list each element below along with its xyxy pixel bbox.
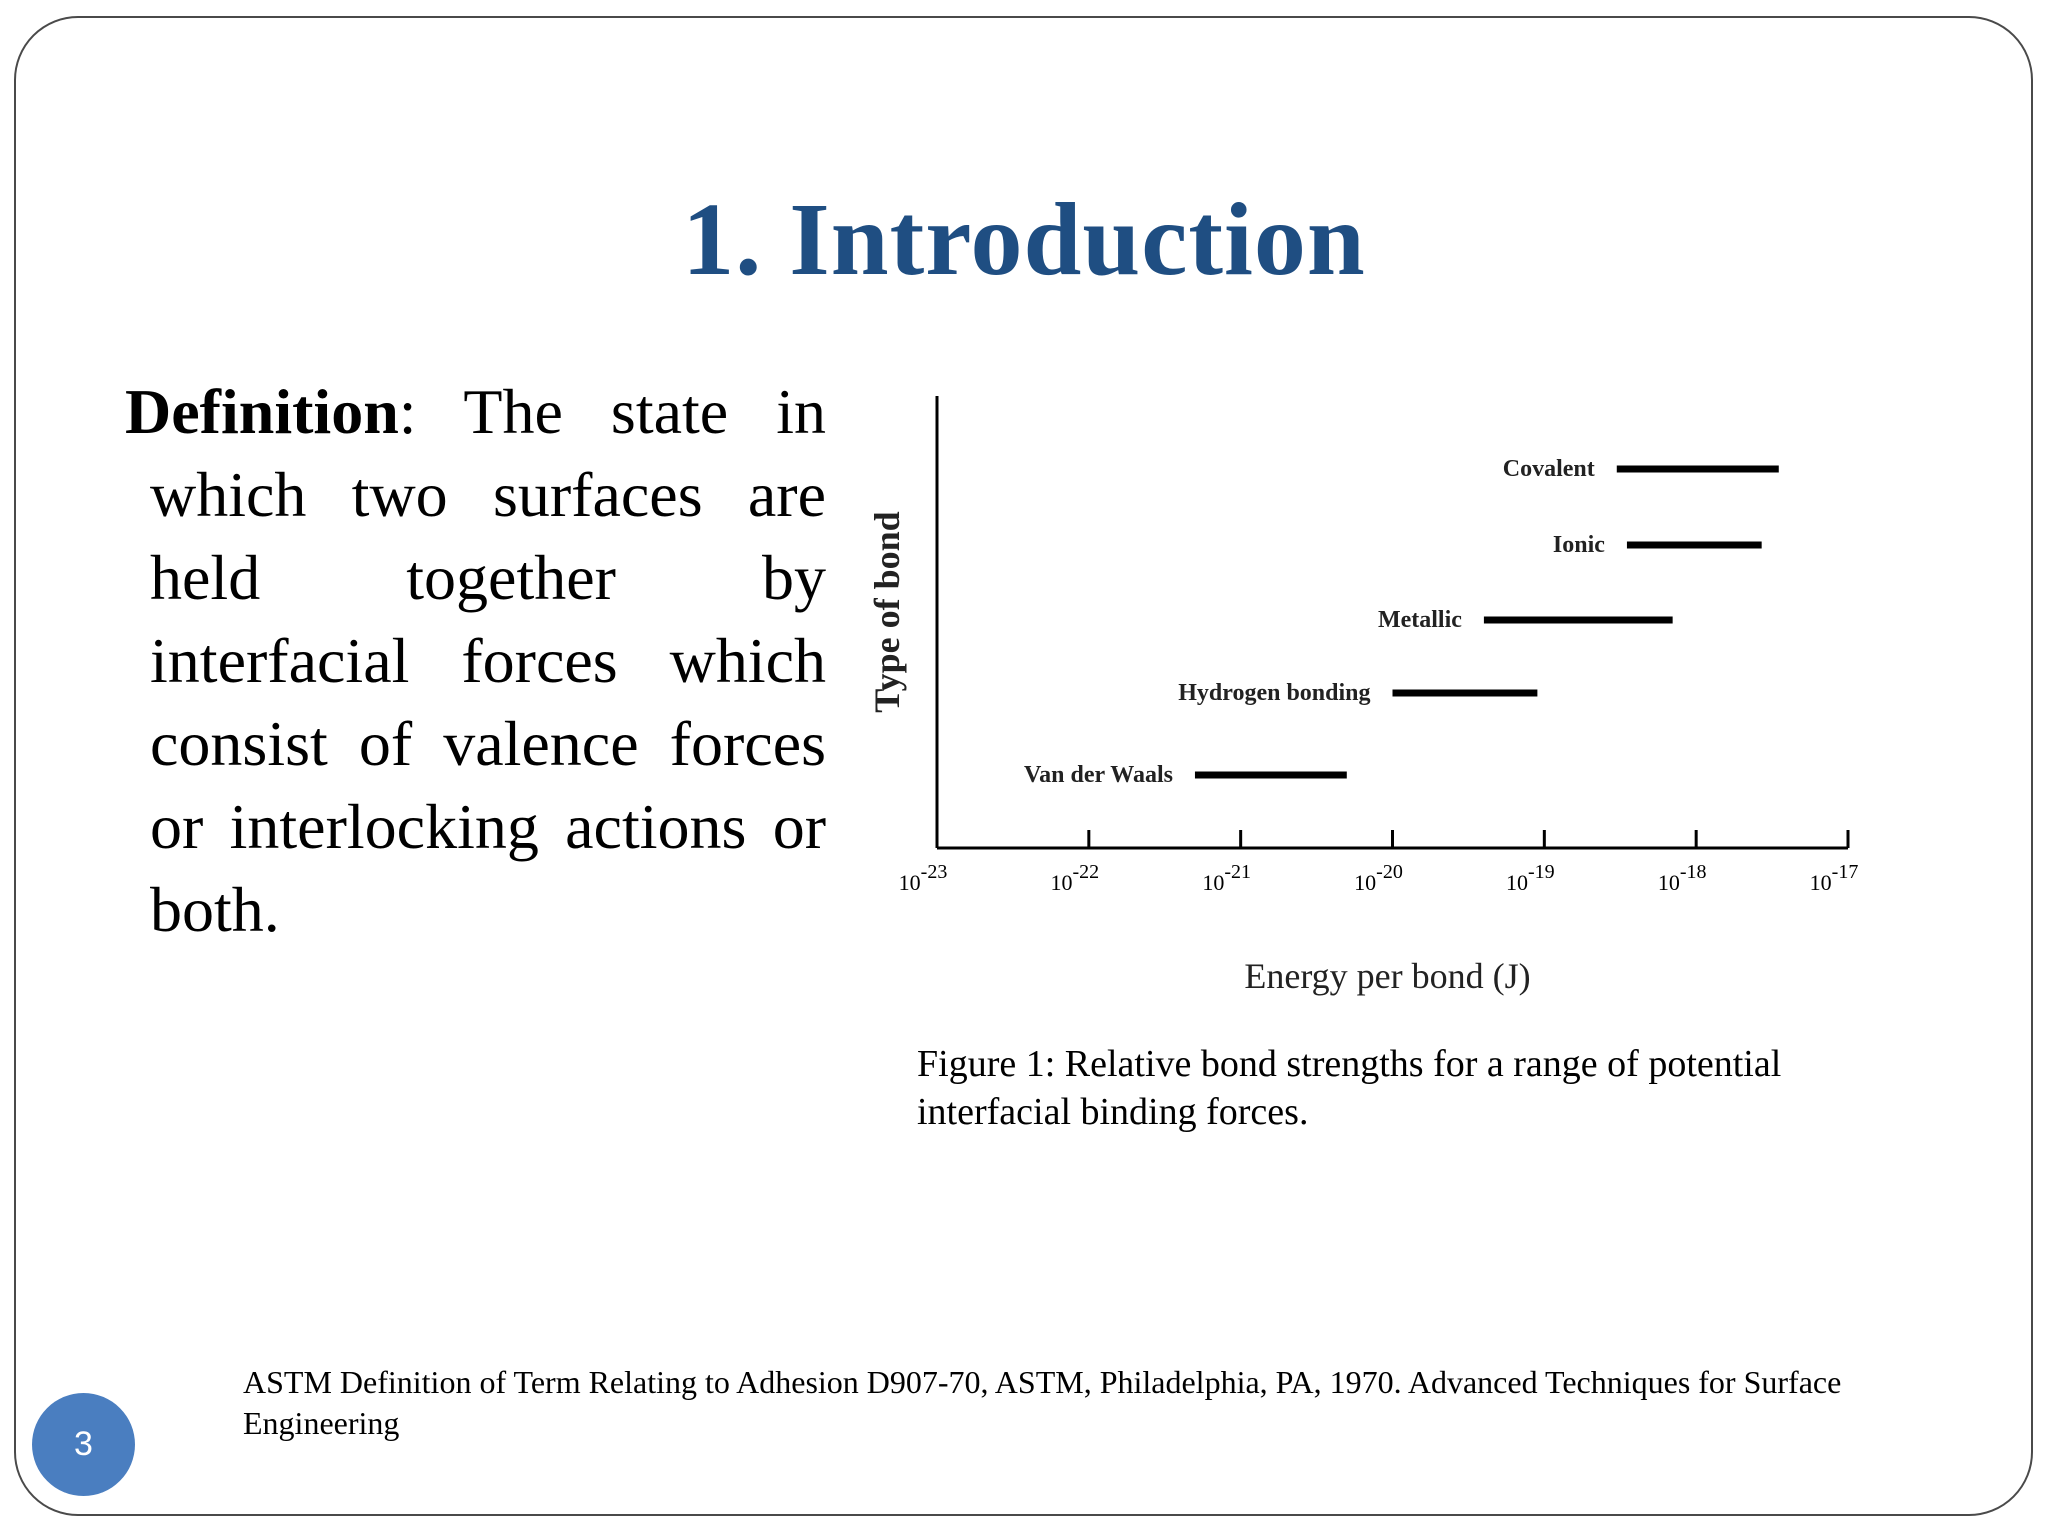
bar-label-1: Ionic bbox=[1552, 532, 1605, 558]
reference-footnote: ASTM Definition of Term Relating to Adhesion D907-70, ASTM, Philadelphia, PA, 1970. Advanced Techniques for Surface Engineering bbox=[243, 1364, 1842, 1441]
x-tick-base-4: 10 bbox=[1505, 870, 1528, 895]
x-tick-base-1: 10 bbox=[1050, 870, 1073, 895]
bond-strength-chart-svg bbox=[867, 380, 1920, 1020]
x-tick-base-5: 10 bbox=[1657, 870, 1680, 895]
figure-caption: Figure 1: Relative bond strengths for a range of potential interfacial binding forces. bbox=[917, 1043, 1782, 1133]
definition-text: The state in which two surfaces are held together by interfacial forces which consist of valence forces or interlocking actions or both. bbox=[150, 376, 827, 945]
bar-label-2: Metallic bbox=[1377, 607, 1462, 633]
x-tick-label-1 bbox=[1050, 861, 1099, 895]
x-tick-exp-6: -17 bbox=[1831, 861, 1859, 883]
x-tick-exp-4: -19 bbox=[1527, 861, 1555, 883]
x-tick-label-3 bbox=[1354, 861, 1403, 895]
x-tick-exp-0: -23 bbox=[920, 861, 948, 883]
x-tick-exp-1: -22 bbox=[1072, 861, 1100, 883]
x-tick-base-6: 10 bbox=[1809, 870, 1832, 895]
x-tick-label-5 bbox=[1658, 861, 1707, 895]
x-tick-base-3: 10 bbox=[1354, 870, 1377, 895]
definition-separator: : bbox=[398, 376, 417, 447]
x-tick-label-4 bbox=[1506, 861, 1555, 895]
x-tick-label-6 bbox=[1810, 861, 1859, 895]
x-tick-base-0: 10 bbox=[898, 870, 921, 895]
x-tick-label-0 bbox=[899, 861, 948, 895]
definition-paragraph bbox=[125, 370, 827, 951]
y-axis-label: Type of bond bbox=[867, 511, 907, 713]
bond-strength-chart bbox=[867, 380, 1920, 1020]
page-number-badge: 3 bbox=[32, 1393, 135, 1496]
x-tick-exp-5: -18 bbox=[1679, 861, 1707, 883]
bar-label-0: Covalent bbox=[1502, 456, 1595, 482]
x-tick-exp-2: -21 bbox=[1224, 861, 1252, 883]
bar-label-3: Hydrogen bonding bbox=[1178, 680, 1371, 706]
x-tick-label-2 bbox=[1202, 861, 1251, 895]
x-tick-base-2: 10 bbox=[1202, 870, 1225, 895]
x-axis-label: Energy per bond (J) bbox=[1244, 956, 1531, 996]
slide-title: 1. Introduction bbox=[682, 182, 1366, 297]
bar-label-4: Van der Waals bbox=[1024, 762, 1173, 788]
definition-term: Definition bbox=[125, 376, 399, 447]
x-tick-exp-3: -20 bbox=[1376, 861, 1403, 883]
